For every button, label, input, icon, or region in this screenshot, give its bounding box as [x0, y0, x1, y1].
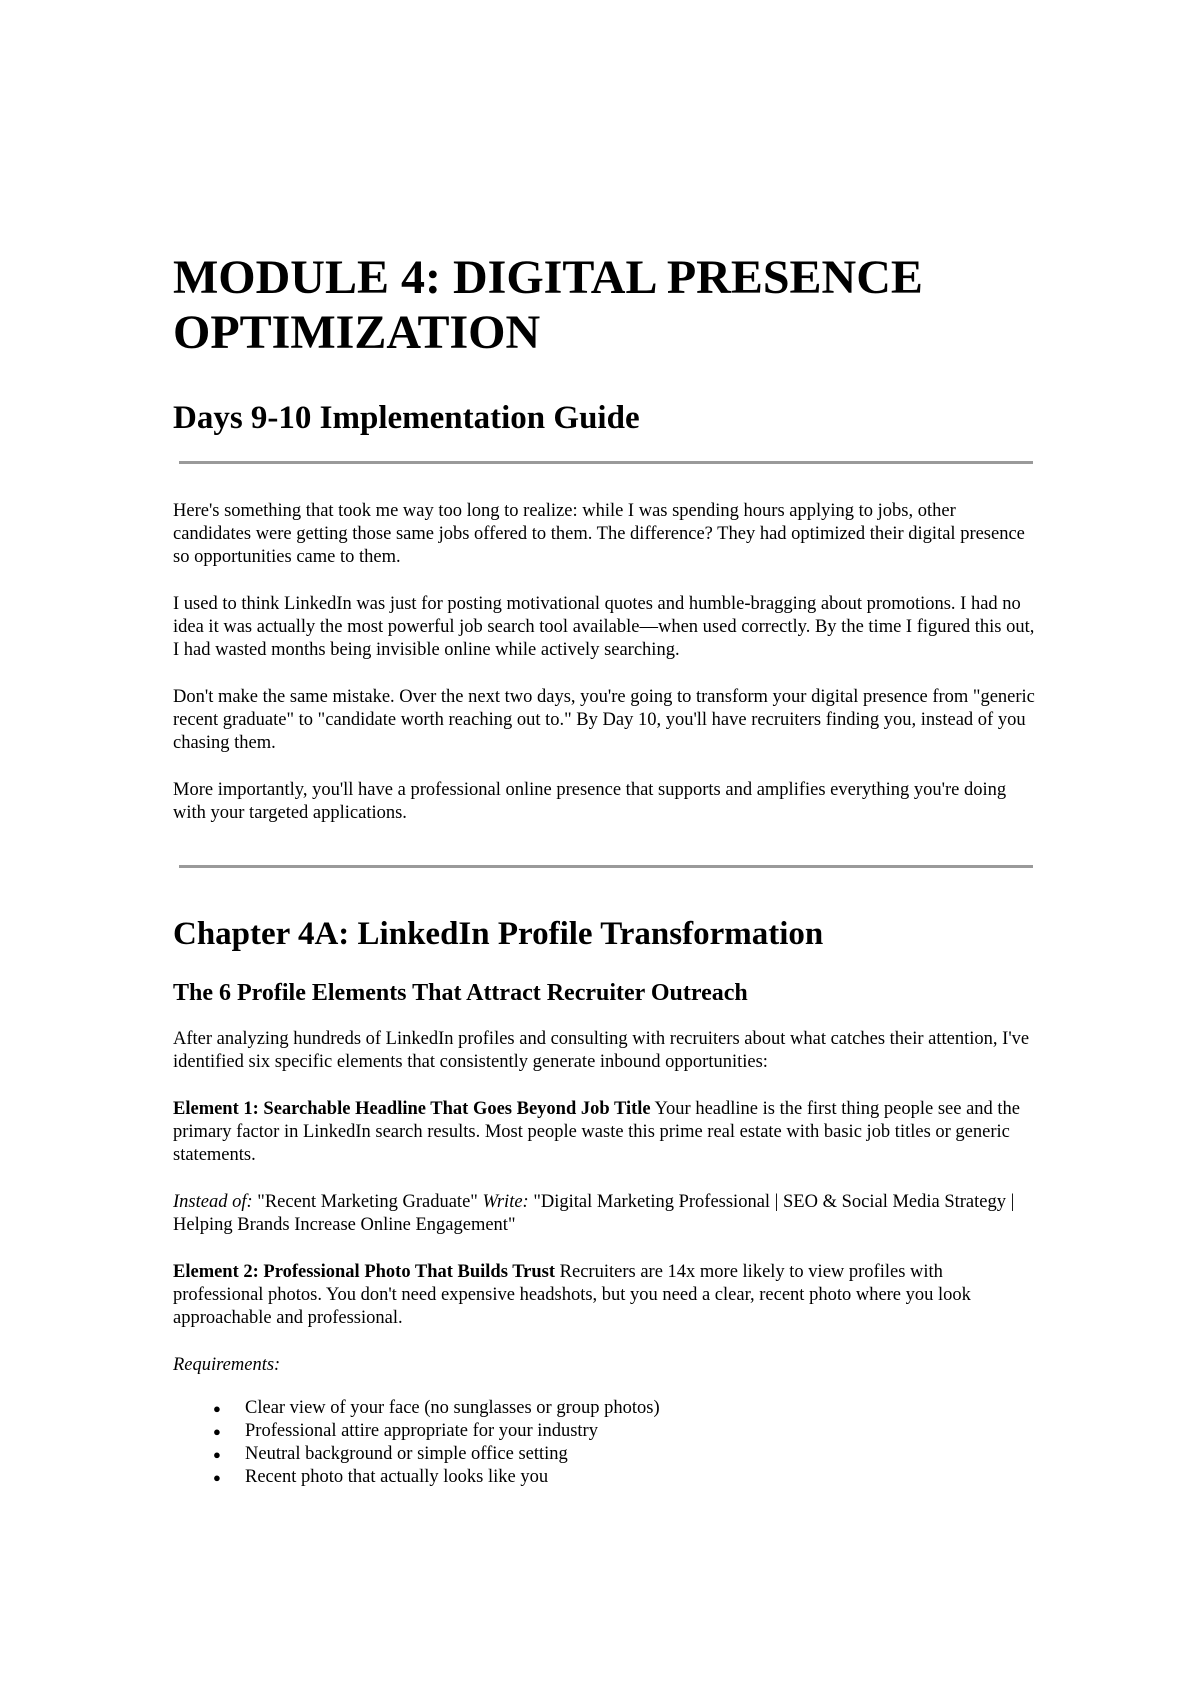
bullet-icon: ●	[213, 1447, 221, 1462]
requirements-list	[173, 1397, 1035, 1489]
list-item	[213, 1466, 1035, 1489]
section-intro: After analyzing hundreds of LinkedIn profiles and consulting with recruiters about what catches their attention, I've identified six specific elements that consistently generate inbound opportunities:	[173, 1029, 1030, 1072]
chapter-title: Chapter 4A: LinkedIn Profile Transformation	[173, 916, 824, 952]
bullet-icon: ●	[213, 1470, 221, 1485]
instead-of-text: "Recent Marketing Graduate"	[252, 1192, 483, 1212]
list-item	[213, 1397, 1035, 1420]
bullet-icon: ●	[213, 1424, 221, 1439]
guide-subtitle: Days 9-10 Implementation Guide	[173, 400, 640, 436]
list-item	[213, 1420, 1035, 1443]
module-title: MODULE 4: DIGITAL PRESENCE OPTIMIZATION	[173, 251, 923, 359]
element-1-paragraph	[173, 1098, 1035, 1167]
element-1-body: Your headline is the first thing people see and the primary factor in LinkedIn search results. Most people waste this prime real estate with basic job titles or generic statements.	[173, 1099, 1021, 1165]
element-1-heading: Element 1: Searchable Headline That Goes Beyond Job Title	[173, 1099, 651, 1119]
write-text: "Digital Marketing Professional | SEO & Social Media Strategy | Helping Brands Increase Online Engagement"	[173, 1192, 1015, 1235]
write-label: Write:	[482, 1192, 529, 1212]
intro-paragraph: Don't make the same mistake. Over the next two days, you're going to transform your digital presence from "generic recent graduate" to "candidate worth reaching out to." By Day 10, you'll have recruiters finding you, instead of you chasing them.	[173, 687, 1035, 753]
intro-paragraph: More importantly, you'll have a professional online presence that supports and amplifies everything you're doing with your targeted applications.	[173, 780, 1007, 823]
element-2-paragraph	[173, 1261, 1035, 1330]
bullet-icon: ●	[213, 1401, 221, 1416]
section-divider	[179, 865, 1033, 868]
requirements-label-paragraph	[173, 1354, 1035, 1377]
intro-paragraph: Here's something that took me way too long to realize: while I was spending hours applying to jobs, other candidates were getting those same jobs offered to them. The difference? They had optimized their digital presence so opportunities came to them.	[173, 501, 1025, 567]
document-page	[173, 250, 1035, 1489]
requirements-label: Requirements:	[173, 1355, 281, 1375]
section-divider	[179, 461, 1033, 464]
section-title: The 6 Profile Elements That Attract Recruiter Outreach	[173, 980, 748, 1006]
element-2-heading: Element 2: Professional Photo That Builds Trust	[173, 1262, 556, 1282]
intro-paragraph: I used to think LinkedIn was just for posting motivational quotes and humble-bragging about promotions. I had no idea it was actually the most powerful job search tool available—when used correctly. By the time I figured this out, I had wasted months being invisible online while actively searching.	[173, 594, 1035, 660]
headline-example	[173, 1191, 1035, 1237]
list-item-text: Professional attire appropriate for your industry	[245, 1421, 598, 1441]
list-item-text: Recent photo that actually looks like you	[245, 1467, 549, 1487]
list-item-text: Neutral background or simple office setting	[245, 1444, 568, 1464]
list-item	[213, 1443, 1035, 1466]
list-item-text: Clear view of your face (no sunglasses or group photos)	[245, 1398, 660, 1418]
instead-of-label: Instead of:	[173, 1192, 253, 1212]
element-2-body: Recruiters are 14x more likely to view profiles with professional photos. You don't need expensive headshots, but you need a clear, recent photo where you look approachable and professional.	[173, 1262, 971, 1328]
